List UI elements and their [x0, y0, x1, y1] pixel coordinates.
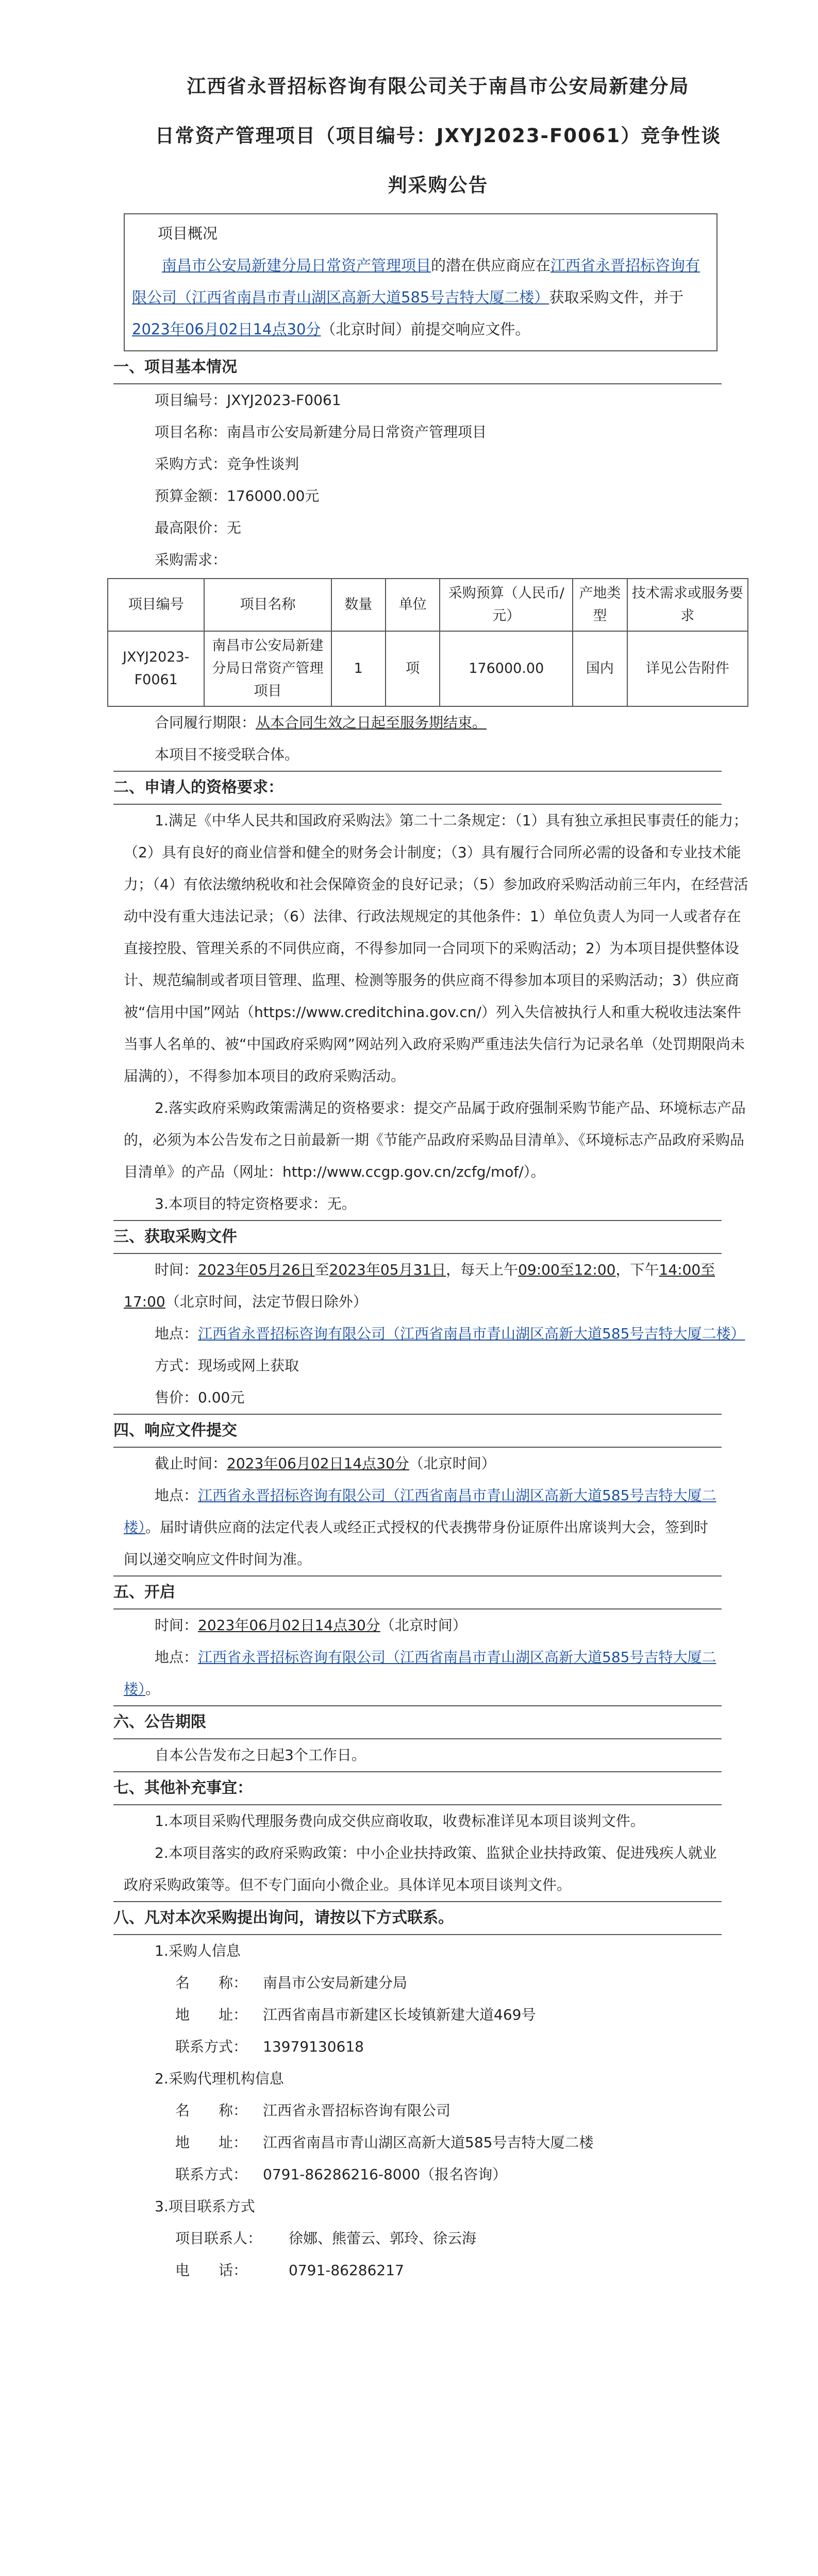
open-place — [113, 1641, 722, 1706]
section-8-title: 八、凡对本次采购提出询问，请按以下方式联系。 — [113, 1902, 722, 1935]
obtain-time-pm-label: ，下午 — [615, 1261, 659, 1278]
overview-agency: 江西省永晋招标咨询有限公司（江西省南昌市青山湖区高新大道585号吉特大厦二楼） — [132, 257, 700, 306]
overview-project-name: 南昌市公安局新建分局日常资产管理项目 — [162, 257, 431, 274]
requirement-table — [107, 578, 748, 707]
buyer-tel-label: 联系方式： — [175, 2038, 248, 2055]
table-header-row — [108, 579, 748, 631]
open-time — [113, 1609, 751, 1641]
submit-place-value: 江西省永晋招标咨询有限公司（江西省南昌市青山湖区高新大道585号吉特大厦二楼） — [124, 1487, 716, 1536]
page-title — [77, 62, 799, 210]
section-2-title: 二、申请人的资格要求： — [113, 772, 722, 805]
open-place-value: 江西省永晋招标咨询有限公司（江西省南昌市青山湖区高新大道585号吉特大厦二楼） — [124, 1649, 716, 1698]
agent-name-row — [113, 2095, 751, 2127]
obtain-time-pm: 14:00至17:00 — [124, 1261, 715, 1310]
obtain-time-to: 至 — [314, 1261, 329, 1278]
obtain-price: 售价：0.00元 — [113, 1382, 722, 1415]
obtain-time-end: 2023年05月31日 — [329, 1261, 446, 1278]
contract-period — [113, 707, 751, 739]
table-header: 数量 — [331, 579, 386, 631]
open-place-end: 。 — [145, 1681, 160, 1698]
buyer-address-label: 地 址： — [175, 2006, 248, 2023]
qualification-3: 3.本项目的特定资格要求：无。 — [113, 1188, 722, 1221]
table-cell: 详见公告附件 — [627, 631, 748, 706]
table-cell: 176000.00 — [440, 631, 573, 706]
overview-text — [132, 249, 709, 345]
overview-heading: 项目概况 — [158, 225, 218, 242]
table-header: 产地类型 — [573, 579, 627, 631]
agent-address: 江西省南昌市青山湖区高新大道585号吉特大厦二楼 — [263, 2134, 594, 2151]
contact-people: 徐娜、熊蕾云、郭玲、徐云海 — [289, 2230, 477, 2247]
open-time-value: 2023年06月02日14点30分 — [198, 1617, 380, 1634]
agent-name: 江西省永晋招标咨询有限公司 — [263, 2102, 451, 2119]
section-5-title: 五、开启 — [113, 1577, 722, 1609]
buyer-tel: 13979130618 — [263, 2038, 364, 2055]
submit-place — [113, 1480, 722, 1577]
table-header: 采购预算（人民币/元） — [440, 579, 573, 631]
supplement-2: 2.本项目落实的政府采购政策：中小企业扶持政策、监狱企业扶持政策、促进残疾人就业政府采购政策等。但不专门面向小微企业。具体详见本项目谈判文件。 — [113, 1837, 722, 1902]
table-cell: 国内 — [573, 631, 627, 706]
submit-deadline — [113, 1448, 751, 1480]
open-place-label: 地点： — [155, 1649, 198, 1666]
contact-tel-label: 电 话： — [175, 2262, 248, 2279]
overview-deadline: 2023年06月02日14点30分 — [132, 320, 321, 338]
obtain-place-label: 地点： — [155, 1325, 198, 1342]
submit-deadline-tz: （北京时间） — [409, 1455, 496, 1472]
buyer-name-label: 名 称： — [175, 1974, 248, 1991]
obtain-time-am: 09:00至12:00 — [518, 1261, 616, 1278]
contact-tel-row — [113, 2255, 751, 2286]
table-header: 项目编号 — [108, 579, 204, 631]
project-overview-box — [124, 213, 717, 351]
obtain-time-am-label: ，每天上午 — [446, 1261, 519, 1278]
section-4-title: 四、响应文件提交 — [113, 1415, 722, 1448]
project-name: 项目名称：南昌市公安局新建分局日常资产管理项目 — [155, 423, 487, 440]
obtain-mode: 方式：现场或网上获取 — [155, 1357, 299, 1374]
table-cell: 项 — [386, 631, 440, 706]
buyer-tel-row — [113, 2031, 751, 2063]
overview-text-part: （北京时间）前提交响应文件。 — [321, 320, 530, 338]
agent-tel-row — [113, 2159, 751, 2191]
qualification-2: 2.落实政府采购政策需满足的资格要求：提交产品属于政府强制采购节能产品、环境标志产品的，必须为本公告发布之日前最新一期《节能产品政府采购品目清单》、《环境标志产品政府采购品目清单》的产品（网址：http://www.ccgp.gov.cn/zcfg/mof/）。 — [124, 1099, 746, 1180]
contact-people-row — [113, 2223, 751, 2255]
obtain-time — [113, 1254, 751, 1318]
section-3-title: 三、获取采购文件 — [113, 1221, 722, 1254]
notice-period: 自本公告发布之日起3个工作日。 — [113, 1739, 722, 1772]
obtain-time-label: 时间： — [155, 1261, 198, 1278]
table-header: 技术需求或服务要求 — [627, 579, 748, 631]
obtain-time-note: （北京时间，法定节假日除外） — [165, 1293, 368, 1310]
table-cell: 南昌市公安局新建分局日常资产管理项目 — [204, 631, 331, 706]
table-cell: 1 — [331, 631, 386, 706]
open-time-label: 时间： — [155, 1617, 198, 1634]
submit-deadline-label: 截止时间： — [155, 1455, 227, 1472]
supplement-1: 1.本项目采购代理服务费向成交供应商收取，收费标准详见本项目谈判文件。 — [155, 1812, 645, 1829]
obtain-place-value: 江西省永晋招标咨询有限公司（江西省南昌市青山湖区高新大道585号吉特大厦二楼） — [198, 1325, 745, 1342]
overview-text-part: 的潜在供应商应在 — [431, 257, 551, 274]
section-7-title: 七、其他补充事宜： — [113, 1772, 722, 1805]
agent-address-row — [113, 2127, 751, 2159]
submit-place-label: 地点： — [155, 1487, 198, 1504]
requirement-label: 采购需求： — [155, 551, 227, 568]
procurement-method: 采购方式：竞争性谈判 — [155, 455, 299, 472]
budget-amount: 预算金额：176000.00元 — [155, 487, 320, 504]
obtain-time-start: 2023年05月26日 — [198, 1261, 315, 1278]
contact-people-label: 项目联系人： — [175, 2230, 262, 2247]
section-6-title: 六、公告期限 — [113, 1706, 722, 1739]
project-code: 项目编号：JXYJ2023-F0061 — [155, 392, 341, 409]
section-1-title: 一、项目基本情况 — [113, 351, 722, 384]
buyer-address-row — [113, 1999, 751, 2031]
buyer-name-row — [113, 1967, 751, 1999]
buyer-heading: 1.采购人信息 — [155, 1942, 241, 1959]
title-line-2: 日常资产管理项目（项目编号：JXYJ2023-F0061）竞争性谈 — [155, 125, 722, 147]
contact-heading: 3.项目联系方式 — [155, 2198, 255, 2215]
buyer-address: 江西省南昌市新建区长堎镇新建大道469号 — [263, 2006, 536, 2023]
submit-deadline-value: 2023年06月02日14点30分 — [227, 1455, 409, 1472]
agent-tel: 0791-86286216-8000（报名咨询） — [263, 2166, 507, 2183]
open-time-tz: （北京时间） — [380, 1617, 467, 1634]
title-line-1: 江西省永晋招标咨询有限公司关于南昌市公安局新建分局 — [187, 75, 690, 97]
agent-name-label: 名 称： — [175, 2102, 248, 2119]
agent-tel-label: 联系方式： — [175, 2166, 248, 2183]
agent-address-label: 地 址： — [175, 2134, 248, 2151]
table-header: 单位 — [386, 579, 440, 631]
contract-period-value: 从本合同生效之日起至服务期结束。 — [256, 714, 487, 731]
contract-period-label: 合同履行期限： — [155, 714, 256, 731]
obtain-place — [113, 1318, 751, 1350]
submit-place-note: 。届时请供应商的法定代表人或经正式授权的代表携带身份证原件出席谈判大会，签到时间以递交响应文件时间为准。 — [124, 1519, 709, 1568]
buyer-name: 南昌市公安局新建分局 — [263, 1974, 408, 1991]
table-row — [108, 631, 748, 706]
table-header: 项目名称 — [204, 579, 331, 631]
max-price: 最高限价：无 — [155, 519, 242, 536]
contact-tel: 0791-86286217 — [289, 2262, 404, 2279]
agent-heading: 2.采购代理机构信息 — [155, 2070, 284, 2087]
consortium-note: 本项目不接受联合体。 — [113, 739, 722, 772]
overview-text-part: 获取采购文件，并于 — [549, 289, 684, 306]
qualification-1: 1.满足《中华人民共和国政府采购法》第二十二条规定：（1）具有独立承担民事责任的能力；（2）具有良好的商业信誉和健全的财务会计制度；（3）具有履行合同所必需的设备和专业技术能力；（4）有依法缴纳税收和社会保障资金的良好记录；（5）参加政府采购活动前三年内，在经营活动中没有重大违法记录；（6）法律、行政法规规定的其他条件：1）单位负责人为同一人或者存在直接控股、管理关系的不同供应商，不得参加同一合同项下的采购活动；2）为本项目提供整体设计、规范编制或者项目管理、监理、检测等服务的供应商不得参加本项目的采购活动；3）供应商被“信用中国”网站（https://www.creditchina.gov.cn/）列入失信被执行人和重大税收违法案件当事人名单的、被“中国政府采购网”网站列入政府采购严重违法失信行为记录名单（处罚期限尚未届满的），不得参加本项目的政府采购活动。 — [124, 812, 748, 1084]
table-cell: JXYJ2023-F0061 — [108, 631, 204, 706]
title-line-3: 判采购公告 — [388, 174, 489, 196]
